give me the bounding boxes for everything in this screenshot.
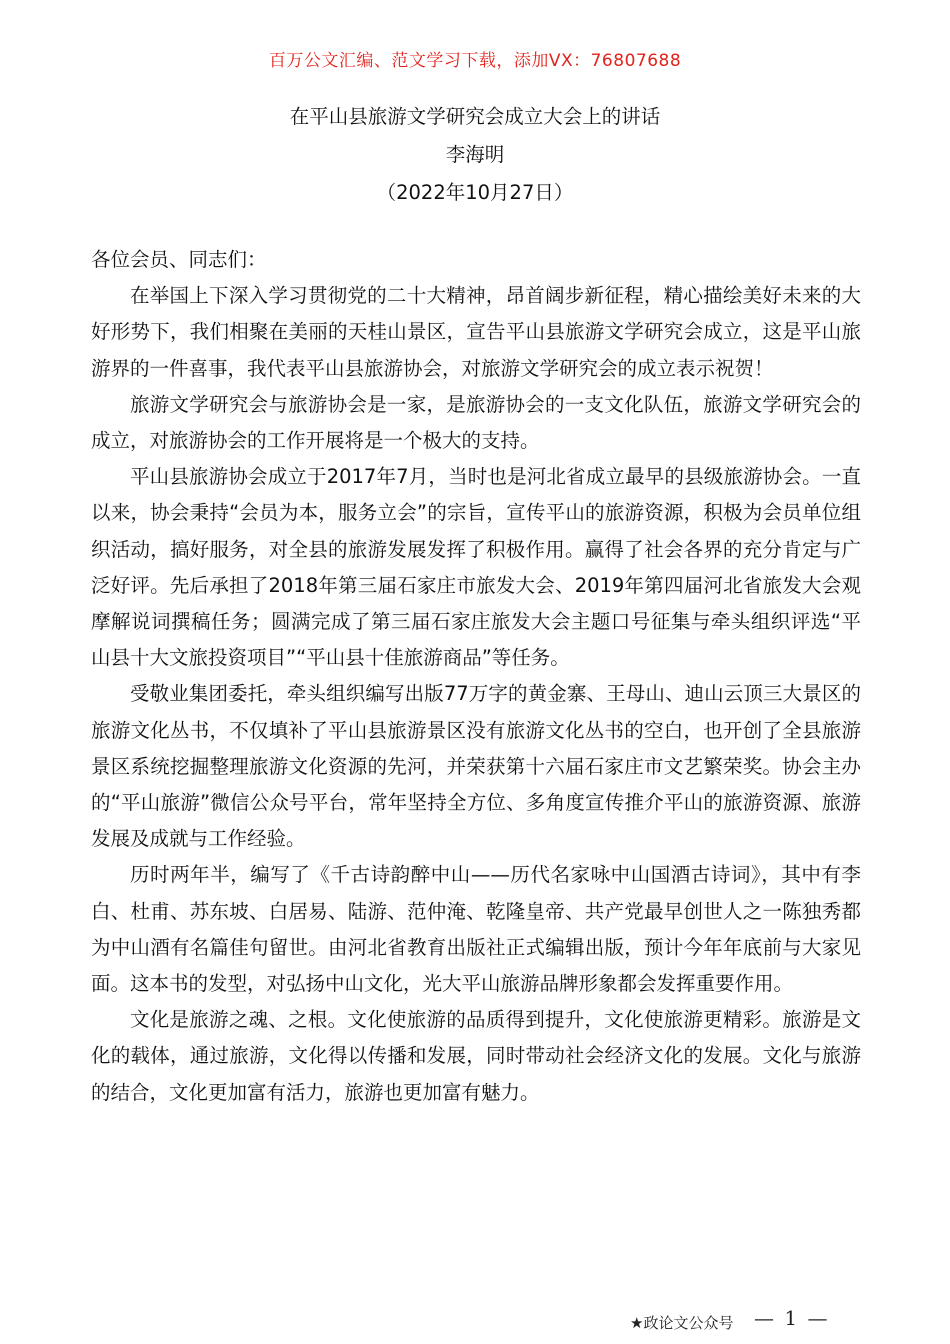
document-body bbox=[91, 242, 861, 1111]
author-name: 李海明 bbox=[445, 143, 505, 166]
download-banner: 百万公文汇编、范文学习下载，添加VX：76807688 bbox=[268, 51, 682, 71]
footer-source: ★政论文公众号 bbox=[630, 1314, 734, 1332]
document-title: 在平山县旅游文学研究会成立大会上的讲话 bbox=[289, 105, 661, 128]
paragraph: 在举国上下深入学习贯彻党的二十大精神，昂首阔步新征程，精心描绘美好未来的大好形势下，我们相聚在美丽的天桂山景区，宣告平山县旅游文学研究会成立，这是平山旅游界的一件喜事，我代表平山县旅游协会，对旅游文学研究会的成立表示祝贺！ bbox=[91, 284, 861, 380]
page-number: — 1 — bbox=[754, 1306, 830, 1330]
paragraph: 平山县旅游协会成立于2017年7月，当时也是河北省成立最早的县级旅游协会。一直以来，协会秉持“会员为本，服务立会”的宗旨，宣传平山的旅游资源，积极为会员单位组织活动，搞好服务，对全县的旅游发展发挥了积极作用。赢得了社会各界的充分肯定与广泛好评。先后承担了2018年第三届石家庄市旅发大会、2019年第四届河北省旅发大会观摩解说词撰稿任务；圆满完成了第三届石家庄旅发大会主题口号征集与牵头组织评选“平山县十大文旅投资项目”“平山县十佳旅游商品”等任务。 bbox=[91, 465, 861, 670]
paragraph: 受敬业集团委托，牵头组织编写出版77万字的黄金寨、王母山、迪山云顶三大景区的旅游文化丛书，不仅填补了平山县旅游景区没有旅游文化丛书的空白，也开创了全县旅游景区系统挖掘整理旅游文化资源的先河，并荣获第十六届石家庄市文艺繁荣奖。协会主办的“平山旅游”微信公众号平台，常年坚持全方位、多角度宣传推介平山的旅游资源、旅游发展及成就与工作经验。 bbox=[91, 682, 861, 851]
salutation: 各位会员、同志们： bbox=[91, 248, 267, 271]
paragraph: 历时两年半，编写了《千古诗韵醉中山——历代名家咏中山国酒古诗词》，其中有李白、杜甫、苏东坡、白居易、陆游、范仲淹、乾隆皇帝、共产党最早创世人之一陈独秀都为中山酒有名篇佳句留世。由河北省教育出版社正式编辑出版，预计今年年底前与大家见面。这本书的发型，对弘扬中山文化，光大平山旅游品牌形象都会发挥重要作用。 bbox=[91, 863, 861, 996]
paragraph: 旅游文学研究会与旅游协会是一家，是旅游协会的一支文化队伍，旅游文学研究会的成立，对旅游协会的工作开展将是一个极大的支持。 bbox=[91, 392, 861, 453]
paragraph: 文化是旅游之魂、之根。文化使旅游的品质得到提升，文化使旅游更精彩。旅游是文化的载体，通过旅游，文化得以传播和发展，同时带动社会经济文化的发展。文化与旅游的结合，文化更加富有活力，旅游也更加富有魅力。 bbox=[91, 1008, 861, 1104]
title-block bbox=[0, 98, 950, 212]
speech-date: （2022年10月27日） bbox=[376, 181, 574, 204]
